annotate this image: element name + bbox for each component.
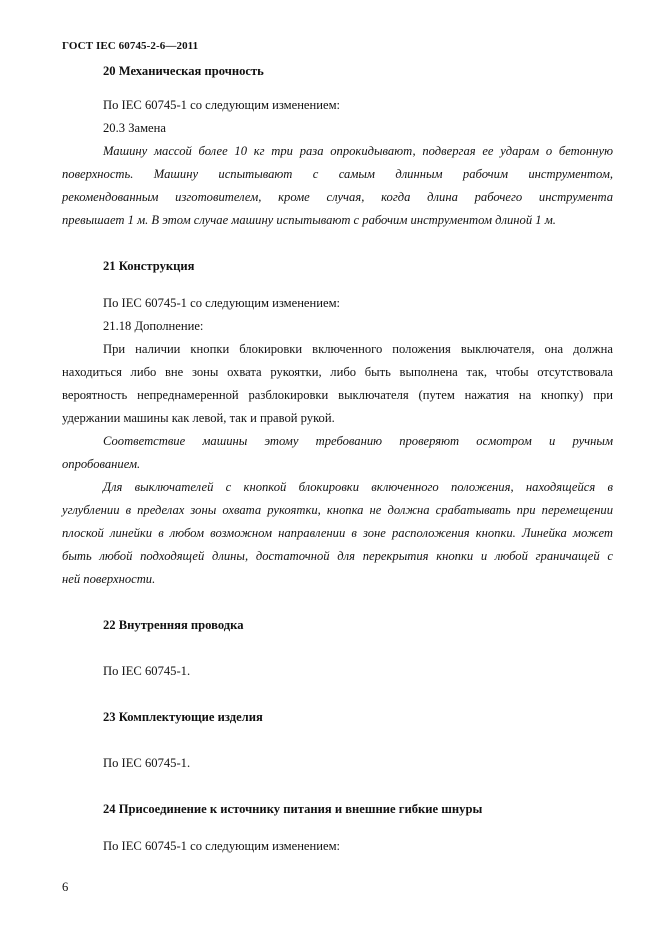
section-21-p3-line: быть любой подходящей длины, достаточной для перекрытия кнопки и любой граничащей с — [62, 549, 613, 563]
section-23-text: По IEC 60745-1. — [103, 756, 191, 770]
document-header: ГОСТ IEC 60745-2-6—2011 — [62, 40, 199, 52]
section-21-p1-line: При наличии кнопки блокировки включенного положения выключателя, она должна — [103, 342, 613, 356]
section-23-heading: 23 Комплектующие изделия — [103, 710, 263, 724]
section-21-clause: 21.18 Дополнение: — [103, 319, 204, 333]
section-21-p2-line: опробованием. — [62, 457, 141, 471]
section-20-text-line: рекомендованным изготовителем, кроме случая, когда длина рабочего инструмента — [62, 190, 613, 204]
section-21-p3-line: ней поверхности. — [62, 572, 156, 586]
section-22-heading: 22 Внутренняя проводка — [103, 618, 244, 632]
section-21-heading: 21 Конструкция — [103, 259, 195, 273]
section-21-p3-line: Для выключателей с кнопкой блокировки включенного положения, находящейся в — [103, 480, 613, 494]
section-21-p1-line: вероятность непреднамеренной разблокировки выключателя (путем нажатия на кнопку) при — [62, 388, 613, 402]
section-21-intro: По IEC 60745-1 со следующим изменением: — [103, 296, 341, 310]
section-21-p1-line: удержании машины как левой, так и правой рукой. — [62, 411, 335, 425]
section-20-heading: 20 Механическая прочность — [103, 64, 264, 78]
section-24-heading: 24 Присоединение к источнику питания и внешние гибкие шнуры — [103, 802, 483, 816]
section-22-text: По IEC 60745-1. — [103, 664, 191, 678]
section-20-text-line: превышает 1 м. В этом случае машину испытывают с рабочим инструментом длиной 1 м. — [62, 213, 556, 227]
section-20-text-line: Машину массой более 10 кг три раза опрокидывают, подвергая ее ударам о бетонную — [103, 144, 613, 158]
section-21-p3-line: углублении в пределах зоны охвата рукоятки, кнопка не должна срабатывать при перемещении — [62, 503, 613, 517]
section-21-p3-line: плоской линейки в любом возможном направлении в зоне расположения кнопки. Линейка может — [62, 526, 613, 540]
section-20-text-line: поверхность. Машину испытывают с самым длинным рабочим инструментом, — [62, 167, 613, 181]
page-number: 6 — [62, 880, 69, 894]
section-20-clause: 20.3 Замена — [103, 121, 166, 135]
section-24-text: По IEC 60745-1 со следующим изменением: — [103, 839, 341, 853]
section-21-p1-line: находиться либо вне зоны охвата рукоятки, либо быть выполнена так, чтобы отсутствовала — [62, 365, 613, 379]
section-21-p2-line: Соответствие машины этому требованию проверяют осмотром и ручным — [103, 434, 613, 448]
section-20-intro: По IEC 60745-1 со следующим изменением: — [103, 98, 341, 112]
